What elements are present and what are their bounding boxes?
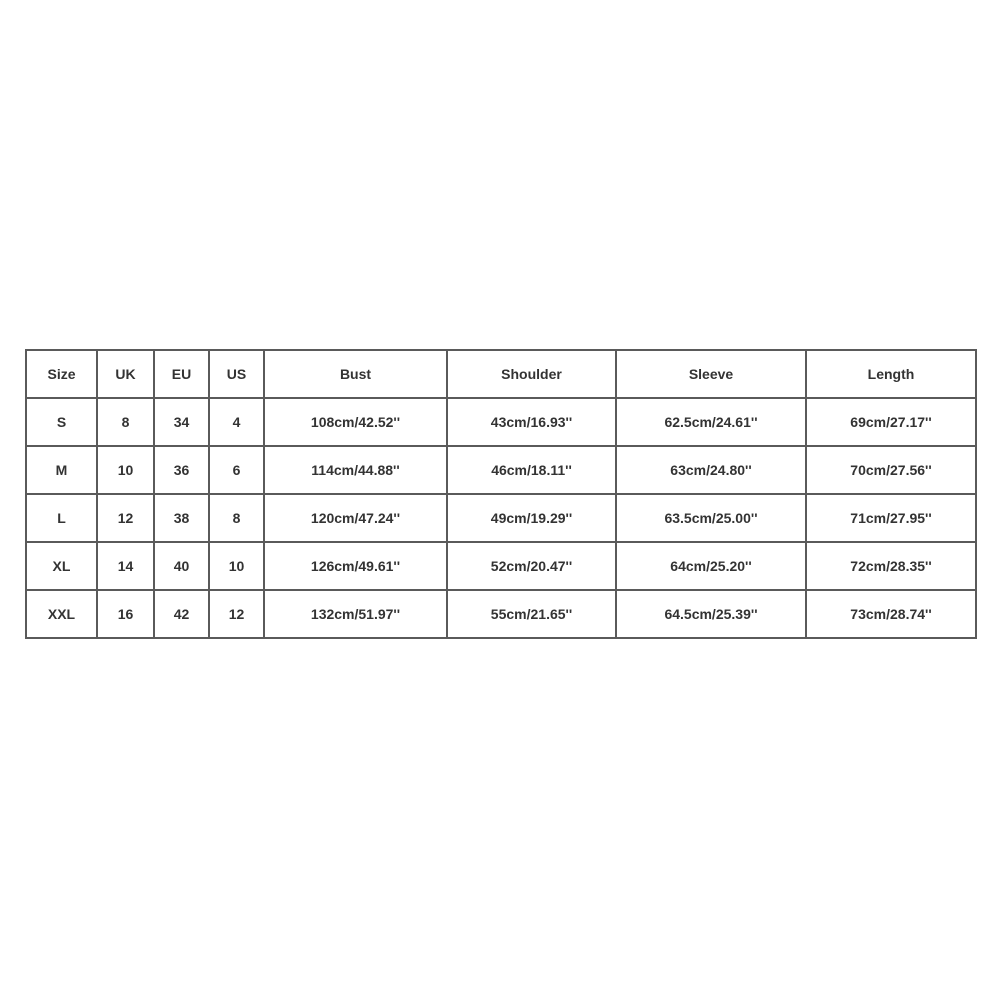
table-row	[26, 494, 976, 542]
header-sleeve: Sleeve	[616, 350, 806, 398]
cell-shoulder: 52cm/20.47''	[447, 542, 616, 590]
table-row	[26, 398, 976, 446]
table-row	[26, 542, 976, 590]
cell-size: S	[26, 398, 97, 446]
cell-uk: 16	[97, 590, 154, 638]
cell-size: M	[26, 446, 97, 494]
cell-length: 70cm/27.56''	[806, 446, 976, 494]
cell-bust: 132cm/51.97''	[264, 590, 447, 638]
cell-eu: 40	[154, 542, 209, 590]
cell-size: XXL	[26, 590, 97, 638]
header-eu: EU	[154, 350, 209, 398]
cell-size: XL	[26, 542, 97, 590]
cell-sleeve: 64cm/25.20''	[616, 542, 806, 590]
header-row	[26, 350, 976, 398]
cell-length: 72cm/28.35''	[806, 542, 976, 590]
size-chart-table	[25, 349, 977, 639]
cell-eu: 34	[154, 398, 209, 446]
cell-length: 69cm/27.17''	[806, 398, 976, 446]
cell-sleeve: 62.5cm/24.61''	[616, 398, 806, 446]
cell-uk: 8	[97, 398, 154, 446]
cell-shoulder: 49cm/19.29''	[447, 494, 616, 542]
header-uk: UK	[97, 350, 154, 398]
header-bust: Bust	[264, 350, 447, 398]
cell-uk: 14	[97, 542, 154, 590]
cell-sleeve: 63cm/24.80''	[616, 446, 806, 494]
cell-us: 10	[209, 542, 264, 590]
cell-us: 8	[209, 494, 264, 542]
cell-us: 4	[209, 398, 264, 446]
cell-bust: 120cm/47.24''	[264, 494, 447, 542]
header-us: US	[209, 350, 264, 398]
header-size: Size	[26, 350, 97, 398]
cell-eu: 42	[154, 590, 209, 638]
header-shoulder: Shoulder	[447, 350, 616, 398]
cell-bust: 126cm/49.61''	[264, 542, 447, 590]
cell-length: 71cm/27.95''	[806, 494, 976, 542]
header-length: Length	[806, 350, 976, 398]
cell-size: L	[26, 494, 97, 542]
cell-us: 12	[209, 590, 264, 638]
cell-shoulder: 55cm/21.65''	[447, 590, 616, 638]
cell-bust: 108cm/42.52''	[264, 398, 447, 446]
cell-length: 73cm/28.74''	[806, 590, 976, 638]
table-row	[26, 446, 976, 494]
cell-uk: 10	[97, 446, 154, 494]
cell-us: 6	[209, 446, 264, 494]
cell-sleeve: 64.5cm/25.39''	[616, 590, 806, 638]
cell-sleeve: 63.5cm/25.00''	[616, 494, 806, 542]
table-row	[26, 590, 976, 638]
cell-eu: 38	[154, 494, 209, 542]
cell-eu: 36	[154, 446, 209, 494]
cell-uk: 12	[97, 494, 154, 542]
cell-shoulder: 46cm/18.11''	[447, 446, 616, 494]
cell-shoulder: 43cm/16.93''	[447, 398, 616, 446]
cell-bust: 114cm/44.88''	[264, 446, 447, 494]
